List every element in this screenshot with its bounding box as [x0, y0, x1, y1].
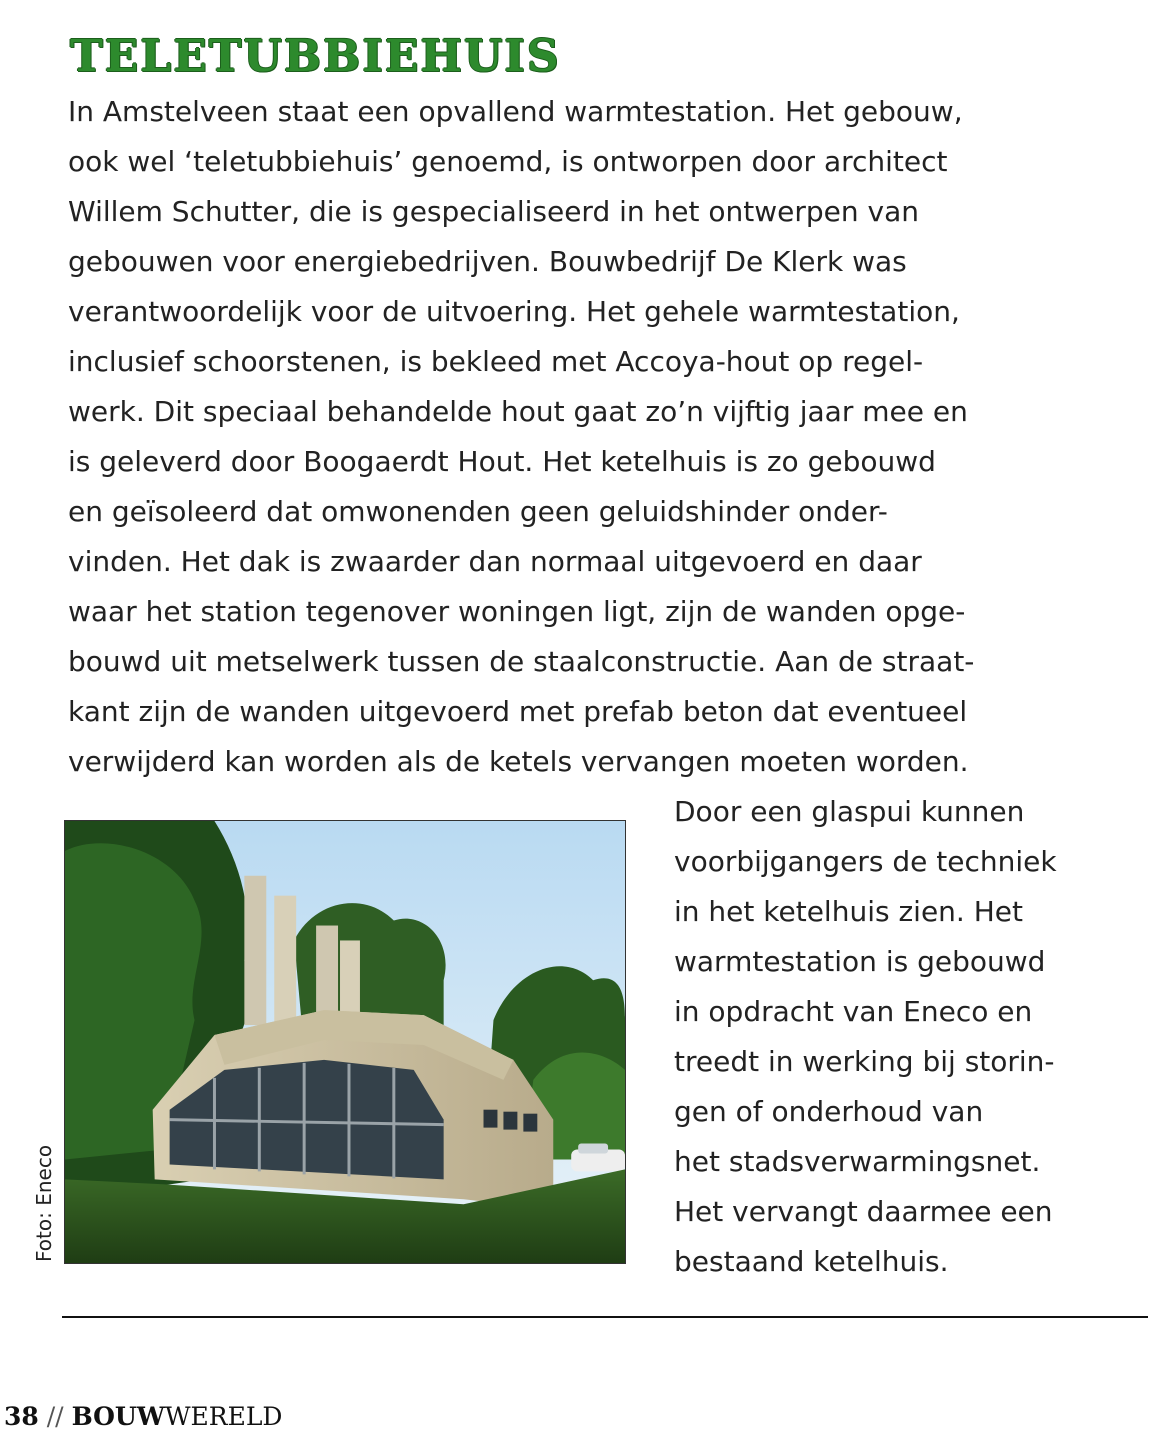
side-line: Het vervangt daarmee een — [674, 1195, 1053, 1228]
side-line: treedt in werking bij storin- — [674, 1045, 1055, 1078]
photo-credit-text: Foto: Eneco — [32, 1144, 56, 1262]
body-line: gebouwen voor energiebedrijven. Bouwbedrijf De Klerk was — [68, 245, 907, 278]
body-line: inclusief schoorstenen, is bekleed met Accoya-hout op regel- — [68, 345, 924, 378]
side-line: gen of onderhoud van — [674, 1095, 984, 1128]
page-footer — [4, 1402, 282, 1432]
body-line: vinden. Het dak is zwaarder dan normaal uitgevoerd en daar — [68, 545, 922, 578]
side-line: warmtestation is gebouwd — [674, 945, 1046, 978]
side-line: in het ketelhuis zien. Het — [674, 895, 1023, 928]
article-heading: TELETUBBIEHUIS — [70, 31, 561, 82]
side-line: Door een glaspui kunnen — [674, 795, 1025, 828]
building-photo — [64, 820, 626, 1264]
body-line: is geleverd door Boogaerdt Hout. Het ketelhuis is zo gebouwd — [68, 445, 936, 478]
page-number: 38 — [4, 1402, 39, 1431]
body-line: ook wel ‘teletubbiehuis’ genoemd, is ontworpen door architect — [68, 145, 948, 178]
footer-separator: // — [46, 1402, 64, 1431]
body-line: waar het station tegenover woningen ligt, zijn de wanden opge- — [68, 595, 966, 628]
body-line: Willem Schutter, die is gespecialiseerd in het ontwerpen van — [68, 195, 920, 228]
body-line: bouwd uit metselwerk tussen de staalconstructie. Aan de straat- — [68, 645, 975, 678]
magazine-name-rest: WERELD — [164, 1402, 283, 1431]
magazine-name-bold: BOUW — [71, 1402, 165, 1431]
side-line: voorbijgangers de techniek — [674, 845, 1057, 878]
body-line: werk. Dit speciaal behandelde hout gaat zo’n vijftig jaar mee en — [68, 395, 968, 428]
body-line: en geïsoleerd dat omwonenden geen geluidshinder onder- — [68, 495, 888, 528]
side-line: bestaand ketelhuis. — [674, 1245, 949, 1278]
body-line: In Amstelveen staat een opvallend warmtestation. Het gebouw, — [68, 95, 963, 128]
side-line: in opdracht van Eneco en — [674, 995, 1033, 1028]
side-line: het stadsverwarmingsnet. — [674, 1145, 1041, 1178]
body-line: kant zijn de wanden uitgevoerd met prefab beton dat eventueel — [68, 695, 968, 728]
body-line: verwijderd kan worden als de ketels vervangen moeten worden. — [68, 745, 969, 778]
footer-divider — [62, 1316, 1148, 1318]
body-line: verantwoordelijk voor de uitvoering. Het gehele warmtestation, — [68, 295, 960, 328]
